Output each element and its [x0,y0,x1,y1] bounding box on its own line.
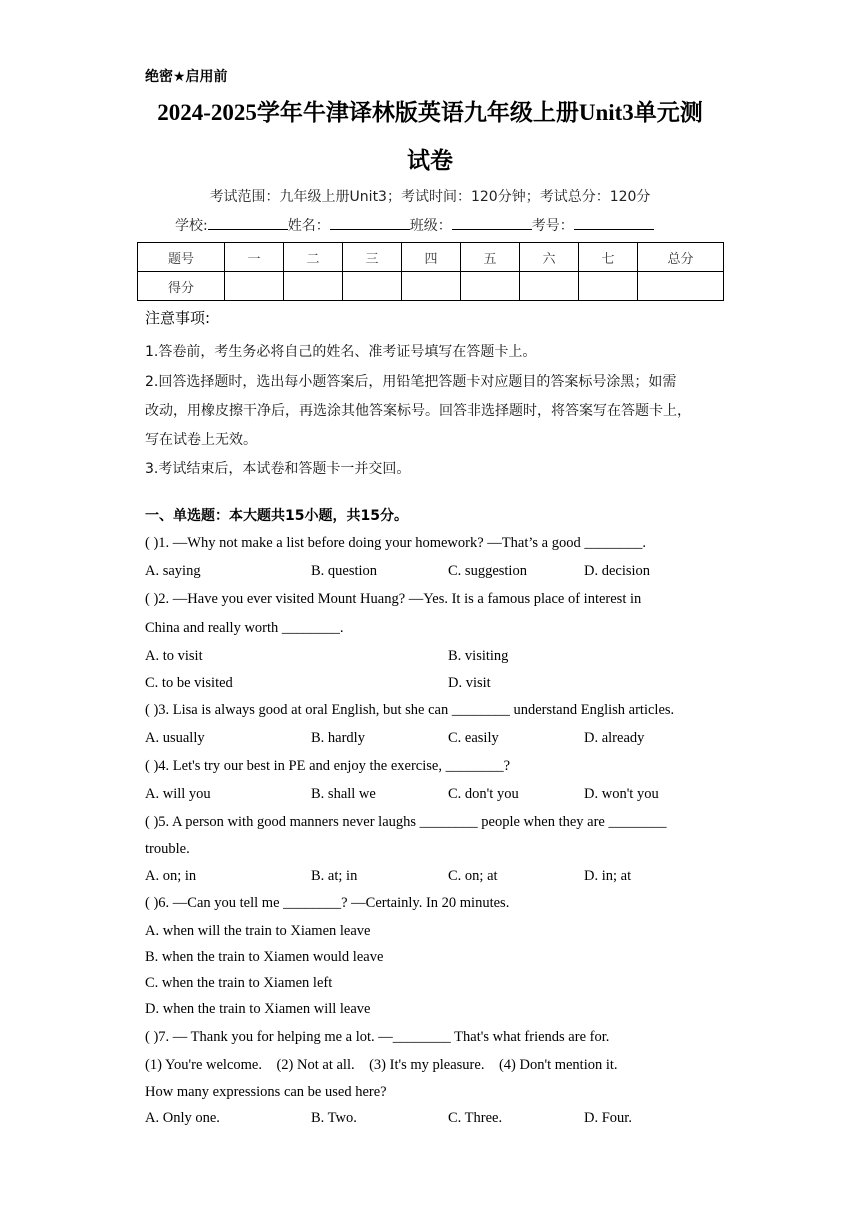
option-c[interactable]: C. on; at [448,868,498,884]
option-a[interactable]: A. saying [145,563,201,579]
question-7: ( )7. — Thank you for helping me a lot. —________ That's what friends are for. [145,1029,610,1045]
note-line: 改动，用橡皮擦干净后，再选涂其他答案标号。回答非选择题时，将答案写在答题卡上， [145,403,691,419]
table-cell: 五 [461,243,520,272]
question-5-cont: trouble. [145,841,190,857]
option-b[interactable]: B. question [311,563,378,579]
note-line: 1.答卷前，考生务必将自己的姓名、准考证号填写在答题卡上。 [145,344,537,360]
question-3: ( )3. Lisa is always good at oral English, but she can ________ understand English articles. [145,702,675,718]
question-2-cont: China and really worth ________. [145,620,344,636]
option-c[interactable]: C. don't you [448,786,519,802]
table-cell: 四 [402,243,461,272]
score-cell[interactable] [638,272,724,301]
option-c[interactable]: C. easily [448,730,499,746]
option-d[interactable]: D. decision [584,563,651,579]
option-d[interactable]: D. in; at [584,868,632,884]
question-1: ( )1. —Why not make a list before doing your homework? —That’s a good ________. [145,535,646,551]
school-label: 学校: [175,218,208,234]
score-cell[interactable] [402,272,461,301]
table-cell: 三 [343,243,402,272]
table-cell: 一 [225,243,284,272]
class-blank[interactable] [452,215,532,230]
class-label: 班级： [409,218,452,234]
number-label: 考号： [531,218,574,234]
exam-title-line1: 2024-2025学年牛津译林版英语九年级上册Unit3单元测 [157,100,703,125]
score-table-header-row [138,243,724,272]
score-cell[interactable] [343,272,402,301]
option-b[interactable]: B. hardly [311,730,365,746]
name-blank[interactable] [330,215,410,230]
option-a[interactable]: A. will you [145,786,211,802]
option-c[interactable]: C. suggestion [448,563,527,579]
table-cell: 七 [579,243,638,272]
confidential-label: 绝密★启用前 [145,69,228,85]
exam-title-line2: 试卷 [407,148,453,173]
option-d[interactable]: D. Four. [584,1110,632,1126]
option-d[interactable]: D. when the train to Xiamen will leave [145,1001,371,1017]
score-cell[interactable] [461,272,520,301]
option-c[interactable]: C. to be visited [145,675,233,691]
option-b[interactable]: B. visiting [448,648,509,664]
question-4: ( )4. Let's try our best in PE and enjoy the exercise, ________? [145,758,511,774]
table-cell: 二 [284,243,343,272]
notes-heading: 注意事项: [145,309,211,327]
option-b[interactable]: B. at; in [311,868,358,884]
option-a[interactable]: A. when will the train to Xiamen leave [145,923,371,939]
number-blank[interactable] [574,215,654,230]
note-line: 2.回答选择题时，选出每小题答案后，用铅笔把答题卡对应题目的答案标号涂黑；如需 [145,374,677,390]
table-cell: 题号 [138,243,225,272]
option-d[interactable]: D. visit [448,675,491,691]
note-line: 写在试卷上无效。 [145,432,257,448]
option-b[interactable]: B. when the train to Xiamen would leave [145,949,384,965]
score-cell[interactable] [520,272,579,301]
option-a[interactable]: A. to visit [145,648,203,664]
note-line: 3.考试结束后，本试卷和答题卡一并交回。 [145,461,411,477]
option-d[interactable]: D. already [584,730,645,746]
question-6: ( )6. —Can you tell me ________? —Certainly. In 20 minutes. [145,895,510,911]
option-b[interactable]: B. shall we [311,786,376,802]
option-a[interactable]: A. on; in [145,868,197,884]
table-cell: 得分 [138,272,225,301]
score-cell[interactable] [225,272,284,301]
name-label: 姓名： [287,218,330,234]
option-c[interactable]: C. when the train to Xiamen left [145,975,333,991]
option-c[interactable]: C. Three. [448,1110,503,1126]
exam-info: 考试范围：九年级上册Unit3；考试时间：120分钟；考试总分：120分 [209,189,651,205]
school-blank[interactable] [208,215,288,230]
score-cell[interactable] [284,272,343,301]
option-d[interactable]: D. won't you [584,786,659,802]
question-7-choices: (1) You're welcome. (2) Not at all. (3) It's my pleasure. (4) Don't mention it. [145,1057,618,1073]
question-7-prompt: How many expressions can be used here? [145,1084,387,1100]
student-fields [175,215,654,235]
section-heading: 一、单选题：本大题共15小题，共15分。 [145,508,408,524]
table-cell: 六 [520,243,579,272]
question-2: ( )2. —Have you ever visited Mount Huang? —Yes. It is a famous place of interest in [145,591,642,607]
score-cell[interactable] [579,272,638,301]
table-cell: 总分 [638,243,724,272]
option-a[interactable]: A. usually [145,730,205,746]
question-5: ( )5. A person with good manners never laughs ________ people when they are ________ [145,814,667,830]
score-table-score-row [138,272,724,301]
option-b[interactable]: B. Two. [311,1110,357,1126]
option-a[interactable]: A. Only one. [145,1110,220,1126]
score-table [137,242,724,301]
